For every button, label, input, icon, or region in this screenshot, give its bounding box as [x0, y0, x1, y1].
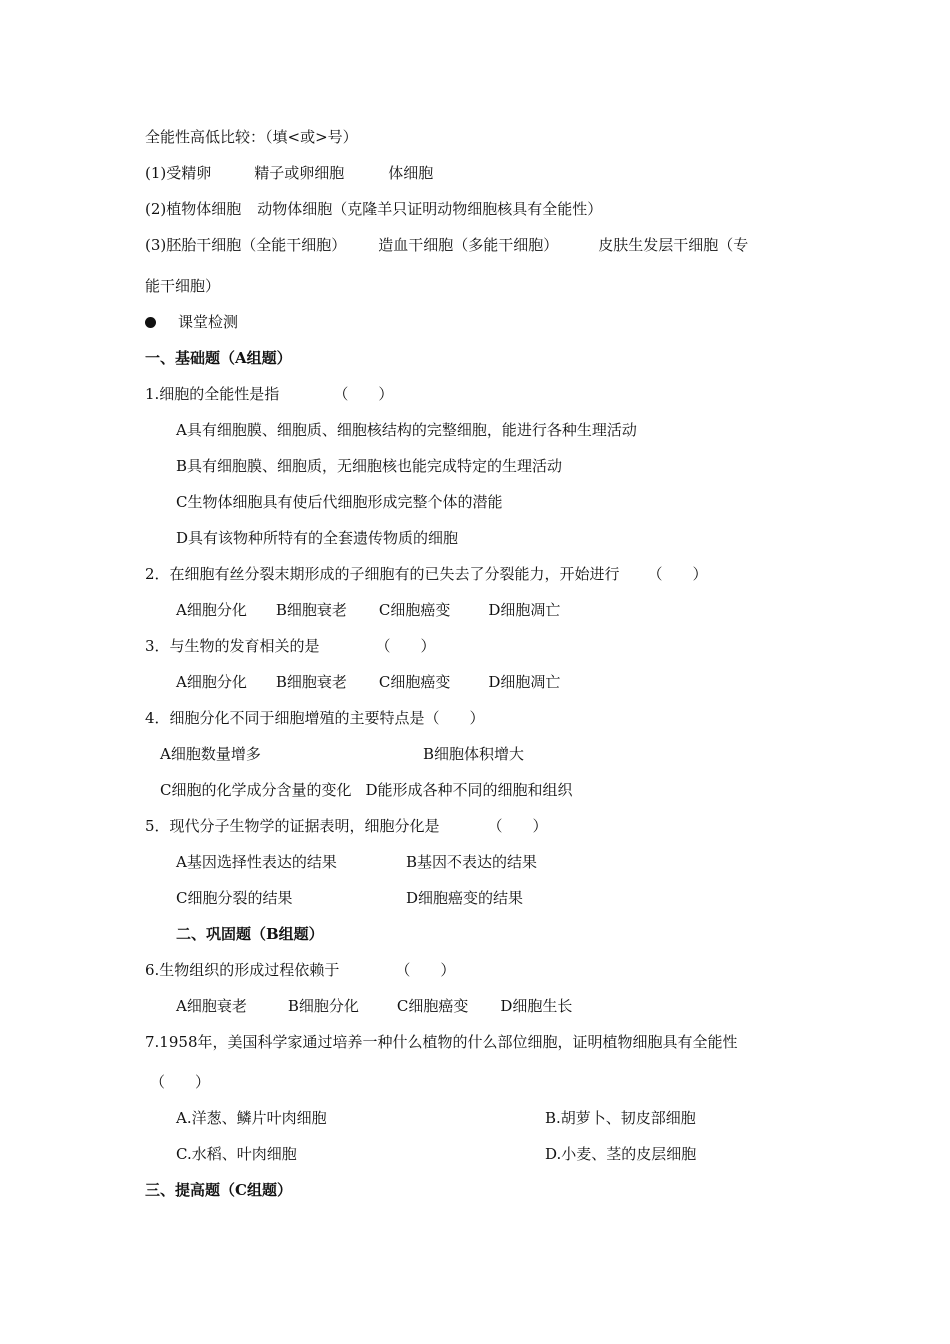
q1-option-d: D具有该物种所特有的全套遗传物质的细胞	[176, 529, 459, 547]
q5-option-d: D细胞癌变的结果	[406, 889, 524, 907]
row1-gamete: 精子或卵细胞	[254, 164, 345, 182]
q1-option-c: C生物体细胞具有使后代细胞形成完整个体的潜能	[176, 493, 503, 511]
row3-hematopoietic: 造血干细胞（多能干细胞）	[378, 236, 559, 254]
q3-option-c: C细胞癌变	[378, 673, 451, 691]
q7-answer-paren: （ ）	[150, 1073, 211, 1091]
q5-option-b: B基因不表达的结果	[406, 853, 538, 871]
question-6	[145, 960, 455, 980]
q7-option-d: D.小麦、茎的皮层细胞	[545, 1145, 697, 1163]
question-4: 4．细胞分化不同于细胞增殖的主要特点是（ ）	[145, 709, 485, 727]
q6-stem: 6.生物组织的形成过程依赖于	[145, 961, 340, 979]
q6-option-a: A细胞衰老	[176, 997, 247, 1015]
section-c-heading: 三、提高题（C组题）	[145, 1181, 292, 1199]
section-classroom-check-label: 课堂检测	[178, 313, 239, 331]
q1-stem: 1.细胞的全能性是指	[145, 385, 280, 403]
q5-option-a: A基因选择性表达的结果	[176, 853, 337, 871]
q4-option-d: D能形成各种不同的细胞和组织	[365, 781, 573, 799]
question-3	[145, 636, 436, 656]
q4-option-b: B细胞体积增大	[423, 745, 525, 763]
q6-option-b: B细胞分化	[287, 997, 359, 1015]
q3-option-d: D细胞凋亡	[488, 673, 561, 691]
q3-option-a: A细胞分化	[176, 673, 247, 691]
question-5	[145, 816, 548, 836]
q6-option-d: D细胞生长	[500, 997, 573, 1015]
q1-option-a: A具有细胞膜、细胞质、细胞核结构的完整细胞，能进行各种生理活动	[176, 421, 637, 439]
bullet-icon	[145, 317, 156, 328]
question-1	[145, 384, 393, 404]
question-7: 7.1958年，美国科学家通过培养一种什么植物的什么部位细胞，证明植物细胞具有全能性	[145, 1033, 738, 1051]
comparison-row-2	[145, 199, 602, 219]
q3-option-b: B细胞衰老	[275, 673, 347, 691]
row2-plant: (2)植物体细胞	[145, 200, 242, 218]
q6-options	[176, 996, 572, 1016]
q7-option-b: B.胡萝卜、韧皮部细胞	[545, 1109, 696, 1127]
row1-somatic: 体细胞	[388, 164, 434, 182]
q7-option-c: C.水稻、叶肉细胞	[176, 1145, 297, 1163]
q5-option-c: C细胞分裂的结果	[176, 889, 293, 907]
q2-option-c: C细胞癌变	[378, 601, 451, 619]
q3-options	[176, 672, 560, 692]
section-a-heading: 一、基础题（A组题）	[145, 349, 292, 367]
q6-option-c: C细胞癌变	[396, 997, 469, 1015]
comparison-row-1	[145, 163, 433, 183]
q2-stem: 2．在细胞有丝分裂末期形成的子细胞有的已失去了分裂能力，开始进行	[145, 565, 620, 583]
section-classroom-check	[145, 312, 238, 332]
row3-skin: 皮肤生发层干细胞（专	[598, 236, 749, 254]
q2-answer-paren: （ ）	[647, 565, 708, 583]
q1-answer-paren: （ ）	[333, 385, 394, 403]
q4-option-c: C细胞的化学成分含量的变化	[160, 781, 352, 799]
q6-answer-paren: （ ）	[395, 961, 456, 979]
q3-stem: 3．与生物的发育相关的是	[145, 637, 320, 655]
q1-option-b: B具有细胞膜、细胞质，无细胞核也能完成特定的生理活动	[176, 457, 563, 475]
q7-option-a: A.洋葱、鳞片叶肉细胞	[176, 1109, 327, 1127]
q2-options	[176, 600, 560, 620]
comparison-row-3-cont: 能干细胞）	[145, 277, 221, 295]
comparison-title: 全能性高低比较：（填<或>号）	[145, 128, 358, 146]
q3-answer-paren: （ ）	[375, 637, 436, 655]
row2-animal: 动物体细胞（克隆羊只证明动物细胞核具有全能性）	[257, 200, 603, 218]
row1-zygote: (1)受精卵	[145, 164, 212, 182]
row3-embryonic: (3)胚胎干细胞（全能干细胞）	[145, 236, 347, 254]
q2-option-b: B细胞衰老	[275, 601, 347, 619]
q2-option-d: D细胞凋亡	[488, 601, 561, 619]
question-2	[145, 564, 708, 584]
q4-option-a: A细胞数量增多	[160, 745, 261, 763]
comparison-row-3	[145, 235, 748, 255]
q4-options-cd	[160, 780, 573, 800]
q5-answer-paren: （ ）	[487, 817, 548, 835]
q5-stem: 5．现代分子生物学的证据表明，细胞分化是	[145, 817, 440, 835]
q2-option-a: A细胞分化	[176, 601, 247, 619]
section-b-heading: 二、巩固题（B组题）	[176, 925, 324, 943]
